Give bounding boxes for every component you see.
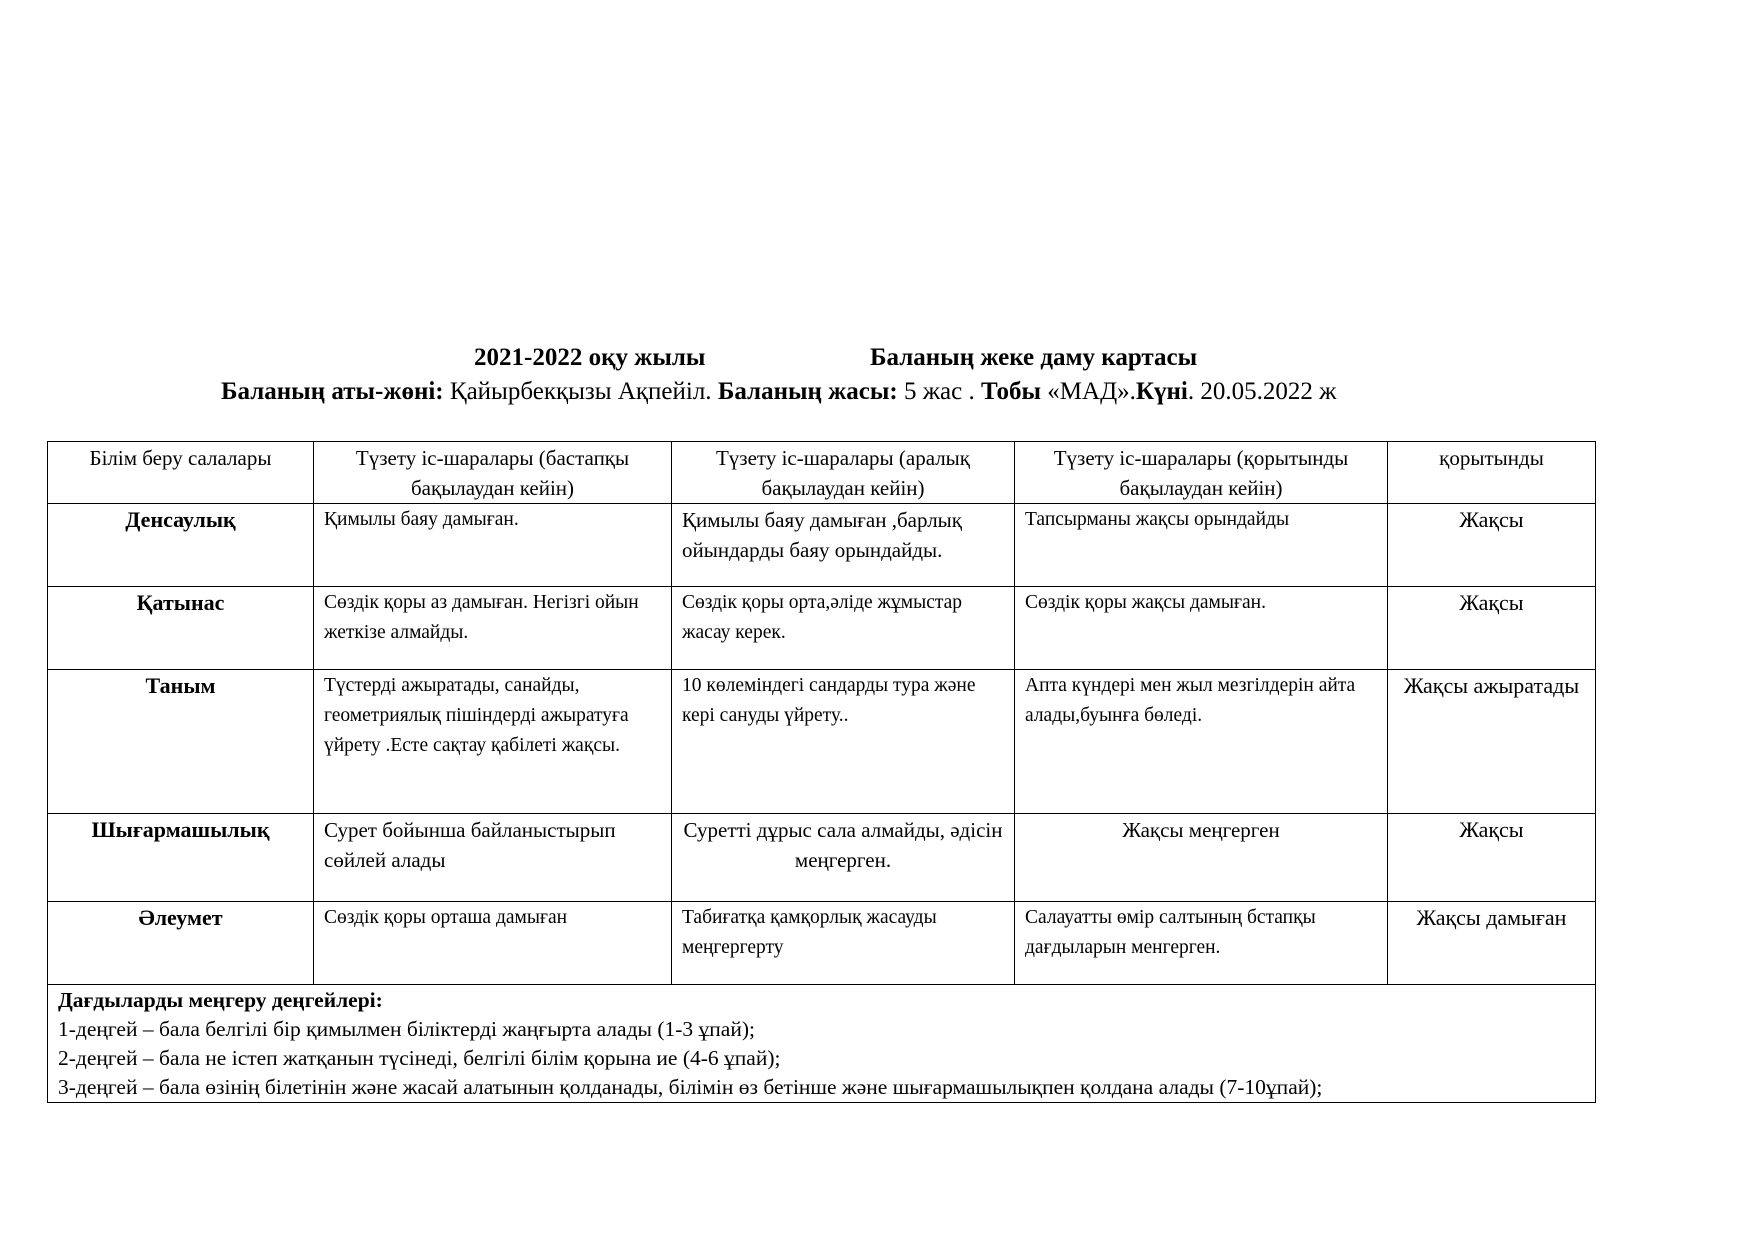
- table-row: [48, 504, 1596, 587]
- group-value: «МАД».: [1041, 378, 1136, 405]
- column-header: Түзету іс-шаралары (аралық бақылаудан кейін): [672, 442, 1015, 504]
- academic-year: 2021-2022 оқу жылы: [474, 344, 706, 371]
- intermediate-cell: Табиғатқа қамқорлық жасауды меңгергерту: [672, 902, 1015, 985]
- final-cell: Жақсы меңгерген: [1015, 814, 1388, 902]
- column-header: Түзету іс-шаралары (бастапқы бақылаудан кейін): [314, 442, 672, 504]
- intermediate-cell: Қимылы баяу дамыған ,барлық ойындарды баяу орындайды.: [672, 504, 1015, 587]
- table-row: [48, 670, 1596, 814]
- initial-cell: Түстерді ажыратады, санайды, геометриялық пішіндерді ажыратуға үйрету .Есте сақтау қабілеті жақсы.: [314, 670, 672, 814]
- age-label: Баланың жасы:: [717, 378, 898, 405]
- result-cell: Жақсы: [1388, 504, 1596, 587]
- table-header-row: [48, 442, 1596, 504]
- table-row: [48, 814, 1596, 902]
- table-row: [48, 902, 1596, 985]
- final-cell: Сөздік қоры жақсы дамыған.: [1015, 587, 1388, 670]
- group-label: Тобы: [980, 378, 1042, 405]
- result-cell: Жақсы: [1388, 587, 1596, 670]
- intermediate-cell: Суретті дұрыс сала алмайды, әдісін меңгерген.: [672, 814, 1015, 902]
- initial-cell: Қимылы баяу дамыған.: [314, 504, 672, 587]
- column-header: Білім беру салалары: [48, 442, 314, 504]
- legend-title: Дағдыларды меңгеру деңгейлері:: [58, 988, 383, 1012]
- area-cell: Шығармашылық: [48, 814, 314, 902]
- result-cell: Жақсы дамыған: [1388, 902, 1596, 985]
- table-row: [48, 587, 1596, 670]
- document-title: Баланың жеке даму картасы: [870, 344, 1198, 371]
- final-cell: Апта күндері мен жыл мезгілдерін айта алады,буынға бөледі.: [1015, 670, 1388, 814]
- area-cell: Таным: [48, 670, 314, 814]
- date-value: . 20.05.2022 ж: [1187, 378, 1337, 405]
- area-cell: Әлеумет: [48, 902, 314, 985]
- development-card-table: [47, 441, 1596, 1103]
- intermediate-cell: 10 көлеміндегі сандарды тура және кері сануды үйрету..: [672, 670, 1015, 814]
- legend-level-3: 3-деңгей – бала өзінің білетінін және жасай алатынын қолданады, білімін өз бетінше және шығармашылықпен қолдана алады (7-10ұпай);: [58, 1075, 1323, 1099]
- result-cell: Жақсы: [1388, 814, 1596, 902]
- legend-row: [48, 985, 1596, 1103]
- initial-cell: Сөздік қоры орташа дамыған: [314, 902, 672, 985]
- initial-cell: Сурет бойынша байланыстырып сөйлей алады: [314, 814, 672, 902]
- final-cell: Тапсырманы жақсы орындайды: [1015, 504, 1388, 587]
- column-header: қорытынды: [1388, 442, 1596, 504]
- date-label: Күні: [1135, 378, 1188, 405]
- legend-level-1: 1-деңгей – бала белгілі бір қимылмен біліктерді жаңғырта алады (1-3 ұпай);: [58, 1017, 755, 1041]
- area-cell: Қатынас: [48, 587, 314, 670]
- age-value: 5 жас .: [897, 378, 981, 405]
- intermediate-cell: Сөздік қоры орта,әліде жұмыстар жасау керек.: [672, 587, 1015, 670]
- final-cell: Салауатты өмір салтының бстапқы дағдыларын менгерген.: [1015, 902, 1388, 985]
- result-cell: Жақсы ажыратады: [1388, 670, 1596, 814]
- column-header: Түзету іс-шаралары (қорытынды бақылаудан кейін): [1015, 442, 1388, 504]
- name-value: Қайырбекқызы Ақпейіл.: [443, 378, 718, 405]
- legend-cell: [48, 985, 1596, 1103]
- name-label: Баланың аты-жөні:: [221, 378, 444, 405]
- initial-cell: Сөздік қоры аз дамыған. Негізгі ойын жеткізе алмайды.: [314, 587, 672, 670]
- legend-level-2: 2-деңгей – бала не істеп жатқанын түсінеді, белгілі білім қорына ие (4-6 ұпай);: [58, 1046, 781, 1070]
- area-cell: Денсаулық: [48, 504, 314, 587]
